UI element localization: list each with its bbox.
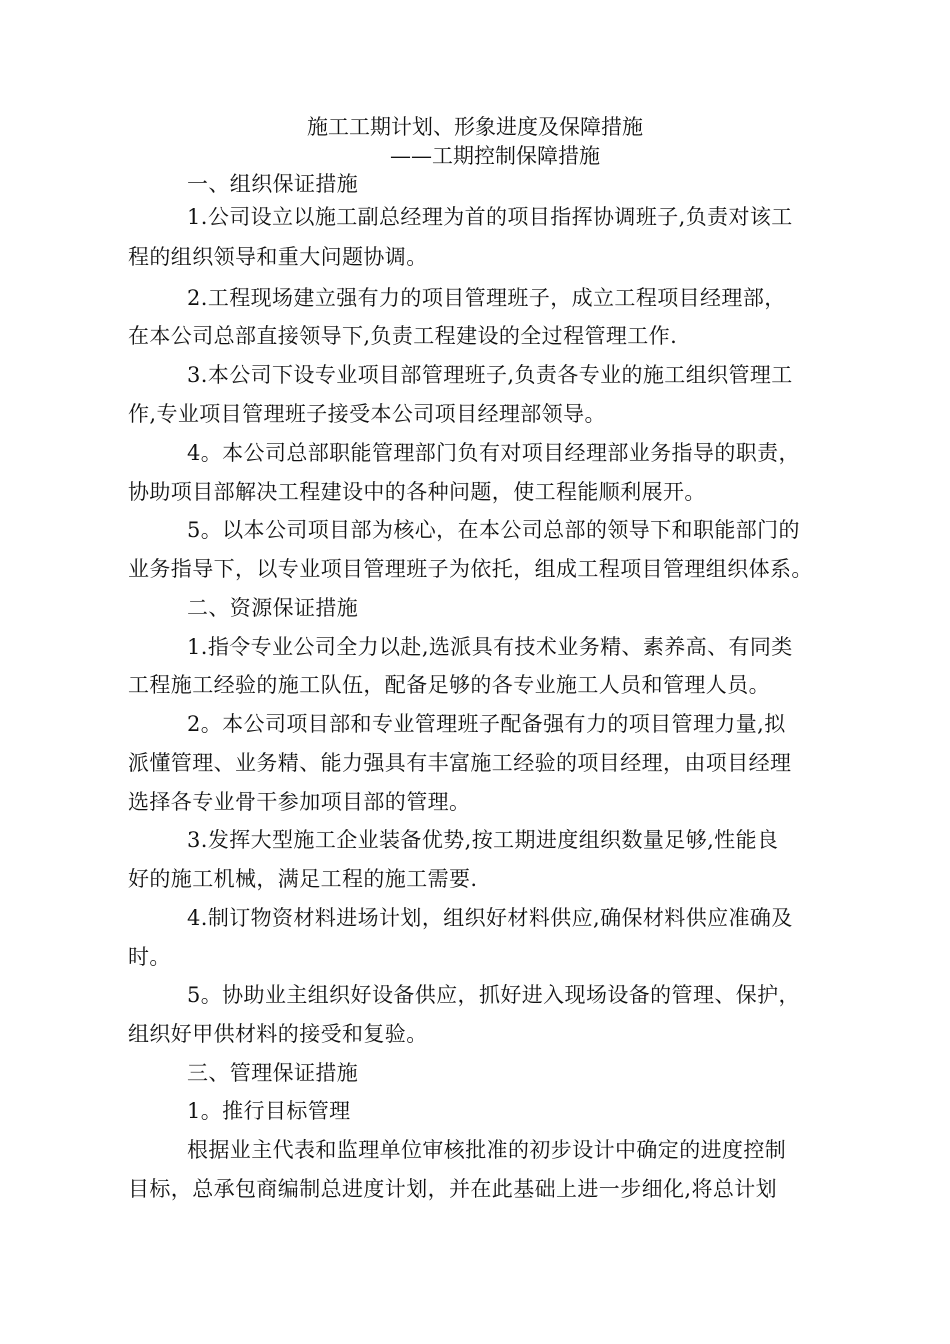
document-subtitle: ——工期控制保障措施	[390, 144, 600, 168]
paragraph-line: 作,专业项目管理班子接受本公司项目经理部领导。	[128, 402, 606, 426]
paragraph-line: 1.指令专业公司全力以赴,选派具有技术业务精、素养高、有同类	[187, 635, 793, 659]
paragraph-line: 3.发挥大型施工企业装备优势,按工期进度组织数量足够,性能良	[187, 828, 779, 852]
section-heading-organization: 一、组织保证措施	[187, 172, 359, 196]
subsection-heading: 1。推行目标管理	[187, 1099, 351, 1123]
paragraph-line: 4.制订物资材料进场计划，组织好材料供应,确保材料供应准确及	[187, 906, 793, 930]
paragraph-line: 协助项目部解决工程建设中的各种问题，使工程能顺利展开。	[128, 480, 706, 504]
paragraph-line: 时。	[128, 945, 171, 969]
paragraph-line: 好的施工机械，满足工程的施工需要.	[128, 867, 478, 891]
paragraph-line: 2。本公司项目部和专业管理班子配备强有力的项目管理力量,拟	[187, 712, 786, 736]
document-title: 施工工期计划、形象进度及保障措施	[307, 115, 643, 139]
paragraph-line: 程的组织领导和重大问题协调。	[128, 245, 428, 269]
paragraph-line: 根据业主代表和监理单位审核批准的初步设计中确定的进度控制	[187, 1138, 787, 1162]
paragraph-line: 1.公司设立以施工副总经理为首的项目指挥协调班子,负责对该工	[187, 205, 793, 229]
paragraph-line: 5。以本公司项目部为核心，在本公司总部的领导下和职能部门的	[187, 518, 800, 542]
paragraph-line: 3.本公司下设专业项目部管理班子,负责各专业的施工组织管理工	[187, 363, 793, 387]
paragraph-line: 业务指导下，以专业项目管理班子为依托，组成工程项目管理组织体系。	[128, 557, 813, 581]
paragraph-line: 2.工程现场建立强有力的项目管理班子，成立工程项目经理部，	[187, 286, 786, 310]
section-heading-management: 三、管理保证措施	[187, 1061, 359, 1085]
paragraph-line: 4。本公司总部职能管理部门负有对项目经理部业务指导的职责，	[187, 441, 800, 465]
paragraph-line: 派懂管理、业务精、能力强具有丰富施工经验的项目经理，由项目经理	[128, 751, 792, 775]
paragraph-line: 组织好甲供材料的接受和复验。	[128, 1022, 428, 1046]
paragraph-line: 工程施工经验的施工队伍，配备足够的各专业施工人员和管理人员。	[128, 673, 770, 697]
section-heading-resources: 二、资源保证措施	[187, 596, 359, 620]
paragraph-line: 目标，总承包商编制总进度计划，并在此基础上进一步细化,将总计划	[128, 1177, 778, 1201]
paragraph-line: 选择各专业骨干参加项目部的管理。	[128, 790, 471, 814]
paragraph-line: 5。协助业主组织好设备供应，抓好进入现场设备的管理、保护，	[187, 983, 800, 1007]
paragraph-line: 在本公司总部直接领导下,负责工程建设的全过程管理工作.	[128, 324, 678, 348]
